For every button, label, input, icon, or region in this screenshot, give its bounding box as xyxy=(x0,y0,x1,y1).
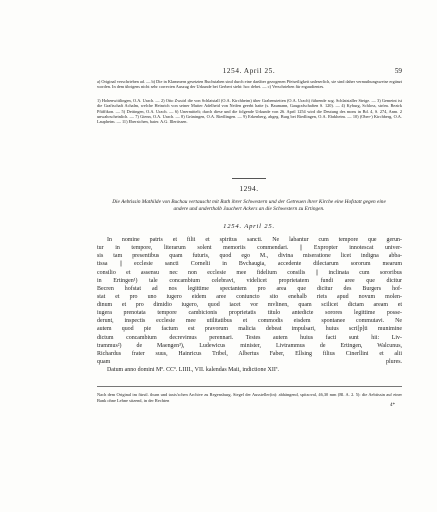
body-line: quam plures. xyxy=(97,358,402,365)
footnote-rule xyxy=(97,386,402,387)
body-line: Becren hofstat ad nos legittime spectantem pro area que dicitur des Burgers hof- xyxy=(97,285,402,292)
body-line: stat et pro uno iugero eidem aree coniuncto sito enehalb riets apud novum molen- xyxy=(97,293,402,300)
section-divider xyxy=(232,178,266,179)
body-line: trammus²) de Maengen³), Ludewicus minister, Livtrammus de Ertingen, Walcunus, xyxy=(97,342,402,349)
body-line: Richardus frater suus, Hainricus Tribel, Albertus Faber, Ellsing filius Cinerllini et alii xyxy=(97,350,402,357)
body-line: tissa || ecclesie sancti Cornelii in Bvchaugia, accedente dilectarum sororum mearum xyxy=(97,261,402,268)
body-line: In nomine patris et filii et spiritus sancti. Ne labantur cum tempore que gerun- xyxy=(107,237,402,243)
page-number: 59 xyxy=(394,67,402,75)
footnote-letters: a) Original verschrieben ad. — b) Die in Klammern gesetzten Buchstaben sind durch eine darüber gezogenen Pfeiseiligkeit unleserlich, sie sind daher vermuthungsweise ergänzt worden. In dem übrigens nicht sehr correcten Auszug der Urkunde bei Gerbert steht: hoc debet. — c) Verschrieben für ergaudientes. xyxy=(97,79,402,90)
body-line: in Ertingen¹) tale concambium celebravi, videlicet proprietatem fundi aree que dicitur xyxy=(97,277,402,284)
body-line: iugera prenotata tempore cambicionis proprietatis titulo antedicte sorores legittime posse- xyxy=(97,310,402,317)
source-footnote: Nach dem Original im fürstl. thurn und taxis'schen Archive zu Regensburg. Siegel der Aussteller(in): abhängend, spitzoval, 46,30 mm (Bl. A. 2. 5): die Aebtissin auf einer Bank ohne Lehne sitzend, in der Rechten xyxy=(97,392,402,403)
body-line: Datum anno domini Mº. CCº. LIIII., VII. kalendas Maii, indictione XIIª. xyxy=(107,367,279,373)
body-line: tur in tempore, literarum solent memoriis commendari. || Expropter innotescat univer- xyxy=(97,245,402,252)
document-number: 1294. xyxy=(239,184,259,193)
document-dateline: 1254. April 25. xyxy=(223,223,275,230)
body-line: derunt, inspectis ecclesie mee utilitatibus et commodis eisdem spontanee commutavi. Ne xyxy=(97,318,402,325)
body-line: dinum et pro dimidio iugero, quod iacet vor mvlinen, quam scilicet dictam aream et xyxy=(97,302,402,308)
body-line: sis tam presentibus quam futuris, quod ego M., divina miseratione licet indigna abba- xyxy=(97,253,402,260)
header-date: 1254. April 25. xyxy=(222,67,276,75)
signature-mark: 4* xyxy=(390,403,395,408)
body-line: dictum concambium decrevimus perennari. Testes autem huius facti sunt hii: Liv- xyxy=(97,334,402,341)
document-regest: Die Aebtissin Mathilde von Buchau vertauscht mit Rath ihrer Schwestern und der Getreuen ihrer Kirche eine Hofstatt gegen eine andere und anderthalb Jauchert Ackers an die Schwestern zu Ertingen. xyxy=(112,199,386,213)
body-line: consilio et assensu nec non ecclesie mee fidelium consilis || inclinata cum sororibus xyxy=(97,269,402,276)
body-line: autem quod pie factum est pravorum malicia debeat impulsari, huius scri[p]ti munimine xyxy=(97,326,402,333)
document-body xyxy=(97,236,402,374)
page-header xyxy=(96,67,402,79)
footnote-numbered: 1) Hohenwittlingen, O.A. Urach. — 2) Otto Zwuirl die von Schlatstall (O.A. Kirchheim) über Grabenstetten (O.A. Urach) führende sog. Schlatstaller Steige. — 3) Gemeint ist die Graftschaft Achalm, welche Heinrich von seiner Mutter Adelheid von Neifen geerbt hatte (s. Baumann, Gaugrafschaften S. 120). — 4) Kyburg, Schloss, ström. Bezirk Pfäffikon. — 5) Dettingen, O.A. Urach. — 6) Unermittelt; durch diese und die folgende Urkunde von 26. April 1254 wird die Deutung des mons in Bd. 4, S. 274, Anm. 2 unwahrscheinlich. — 7) Gienn, O.A. Urach. — 8) Grüningen, O.A. Riedlingen. — 9) Erkenberg, abgeg. Burg bei Riedlingen, O.A. Ebrkheim. — 10) (Ober-) Kirchberg, O.A. Laupheim. — 11) Ebersichen, baier. A.G. Illertissen. xyxy=(97,98,402,125)
